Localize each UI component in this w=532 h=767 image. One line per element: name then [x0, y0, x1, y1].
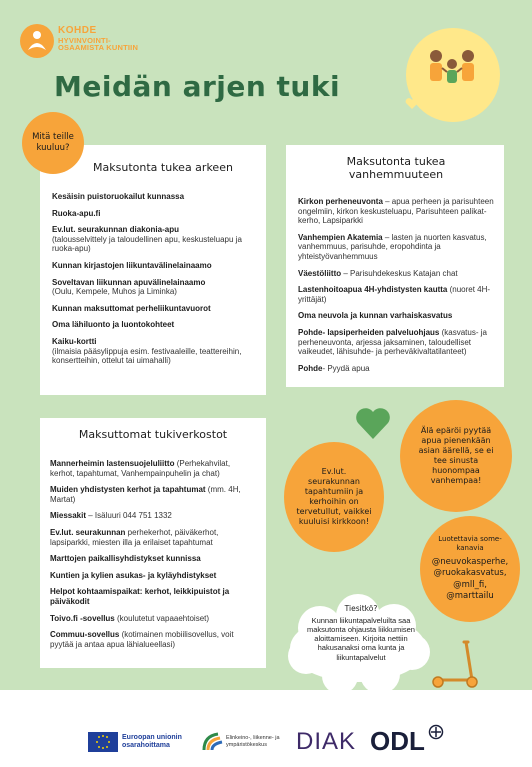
card2-item: [298, 328, 494, 357]
cloud-label: Tiesitkö?: [344, 604, 378, 613]
card2-item-name: Kirkon perheneuvonta: [298, 197, 383, 206]
scooter-icon: [428, 636, 480, 690]
card1-item-detail: (Oulu, Kempele, Muhos ja Liminka): [52, 287, 177, 297]
kohde-logo-text: [58, 26, 138, 52]
card3-item: [50, 528, 256, 547]
card1-item-detail: (ilmaisia pääsylippuja esim. festivaaleille, teattereihin, konsertteihin, ottelut tai uimahalli): [52, 346, 242, 366]
ely-logo-icon: [200, 730, 224, 754]
card3-item-detail: (koulutetut vapaaehtoiset): [114, 613, 210, 623]
card1-item: [52, 261, 256, 271]
card3-item-name: Commuu-sovellus: [50, 630, 120, 640]
card2-item: [298, 233, 494, 262]
card3-item-name: Marttojen paikallisyhdistykset kunnissa: [50, 554, 201, 564]
card-free-support-networks: [40, 418, 266, 668]
card2-item: [298, 364, 494, 374]
family-illustration: [406, 28, 500, 122]
eu-line2: osarahoittama: [122, 742, 170, 750]
question-text: Mitä teille kuuluu?: [32, 132, 74, 153]
card2-item: [298, 285, 494, 304]
card3-item: [50, 511, 256, 521]
page-title: Meidän arjen tuki: [54, 70, 341, 103]
logo-line1: KOHDE: [58, 25, 97, 36]
ely-text: [226, 735, 280, 748]
card3-item-detail: – Isäluuri 044 751 1332: [86, 511, 172, 521]
card3-item: [50, 587, 256, 606]
card3-item: [50, 571, 256, 581]
card-free-everyday-support: [40, 145, 266, 395]
card3-item-name: Miessakit: [50, 511, 87, 521]
card1-item-name: Kesäisin puistoruokailut kunnassa: [52, 192, 185, 201]
card2-heading: Maksutonta tukea vanhemmuuteen: [346, 155, 446, 181]
card1-item-name: Soveltavan liikunnan apuvälinelainaamo: [52, 277, 206, 287]
card1-item: [52, 337, 256, 366]
diak-logo: DIAK: [296, 728, 357, 755]
card1-item: [52, 304, 256, 314]
card3-item-detail: (Perhekahvilat, kerhot, tapahtumat, Vanhempainpuhelin ja chat): [50, 459, 231, 478]
question-bubble: [22, 112, 84, 174]
card2-item: [298, 311, 494, 321]
card3-item-name: Muiden yhdistysten kerhot ja tapahtumat: [50, 485, 206, 495]
card1-item: [52, 278, 256, 297]
card3-item-detail: perhekerhot, päiväkerhot, lapsiparkki, miesten illa ja erilaiset tapahtumat: [50, 527, 219, 547]
card3-item: [50, 630, 256, 649]
card3-item: [50, 459, 256, 478]
social-handle: @mll_fi,: [453, 579, 487, 590]
card2-item-detail: – Parisuhdekeskus Katajan chat: [341, 268, 458, 278]
card1-item-name: Oma lähiluonto ja luontokohteet: [52, 320, 175, 330]
eu-text: [122, 734, 182, 750]
card3-item-name: Ev.lut. seurakunnan: [50, 527, 126, 537]
card1-item: [52, 320, 256, 330]
help-bubble: [400, 400, 512, 512]
eu-line1: Euroopan unionin: [122, 734, 182, 741]
card3-item: [50, 485, 256, 504]
card2-item-name: Oma neuvola ja kunnan varhaiskasvatus: [298, 311, 453, 321]
help-bubble-text: Älä epäröi pyytää apua pienenkään asian äärellä, se ei tee sinusta huonompaa vanhempaa!: [418, 426, 494, 485]
card2-item-detail: (kasvatus- ja perheneuvonta, arjessa jaksaminen, taloudelliset vaikeudet, lähisuhde- ja perheväkivaltatilanteet): [298, 327, 487, 357]
card3-heading: Maksuttomat tukiverkostot: [78, 428, 228, 441]
social-handle: @ruokakasvatus,: [433, 568, 507, 579]
card1-item-name: Kunnan kirjastojen liikuntavälinelainaamo: [52, 260, 212, 270]
ely-line2: ympäristökeskus: [226, 741, 267, 748]
kohde-logo-icon: [20, 24, 54, 58]
card1-item: [52, 192, 256, 202]
card3-item: [50, 614, 256, 624]
heart-icon: [418, 88, 428, 97]
card1-heading: Maksutonta tukea arkeen: [93, 161, 233, 174]
card1-item-name: Kunnan maksuttomat perheliikuntavuorot: [52, 303, 211, 313]
card2-item-detail: – apua perheen ja parisuhteen ongelmiin, kirkon keskusteluapu, Parisuhteen palikat-kerho, Lapsiparkki: [298, 197, 494, 226]
card3-item-detail: (mm. 4H, Martat): [50, 485, 241, 504]
card2-item-name: Pohde- lapsiperheiden palveluohjaus: [298, 327, 440, 337]
card1-item-name: Ruoka-apu.fi: [52, 208, 101, 218]
logo-line2: HYVINVOINTI-: [58, 35, 111, 45]
card1-item: [52, 209, 256, 219]
ely-line1: Elinkeino-, liikenne- ja: [226, 735, 280, 741]
cloud-content: [296, 604, 426, 662]
eu-flag-icon: [88, 732, 118, 752]
card3-item-name: Kuntien ja kylien asukas- ja kyläyhdistykset: [50, 570, 217, 580]
card2-item: [298, 197, 494, 226]
card2-item-name: Pohde: [298, 363, 323, 373]
card2-item-detail: - Pyydä apua: [322, 363, 370, 373]
heart-icon: [405, 98, 419, 110]
card2-item-detail: – lasten ja nuorten kasvatus, vanhemmuus, parisuhde, eropohdinta ja yhteistyövanhemmuus: [298, 232, 487, 261]
footer: [0, 690, 532, 767]
card2-item-name: Vanhempien Akatemia: [298, 232, 383, 242]
card3-item-name: Mannerheimin lastensuojeluliitto: [50, 459, 175, 468]
card3-item-detail: (kotimainen mobiilisovellus, voit pyytää ja antaa apua lähialueellasi): [50, 630, 234, 649]
social-handle: @marttailu: [446, 591, 494, 602]
card2-item-name: Väestöliitto: [298, 268, 342, 278]
logo-line3: OSAAMISTA KUNTIIN: [58, 43, 139, 53]
church-bubble-text: Ev.lut. seurakunnan tapahtumiin ja kerhoihin on tervetullut, vaikkei kuuluisi kirkkoon!: [296, 467, 372, 526]
card2-item-detail: (nuoret 4H-yrittäjät): [298, 285, 491, 304]
card1-item-detail: (talousselvittely ja taloudellinen apu, keskusteluapu ja ruoka-apu): [52, 234, 242, 254]
card-free-parenting-support: [286, 145, 504, 387]
card1-item-name: Ev.lut. seurakunnan diakonia-apu: [52, 225, 179, 235]
card1-item: [52, 225, 256, 254]
social-handle: @neuvokasperhe,: [431, 556, 509, 567]
odl-logo: ODL: [370, 726, 425, 756]
green-heart-icon: [355, 406, 391, 440]
card2-item-name: Lastenhoitoapua 4H-yhdistysten kautta: [298, 285, 448, 295]
card3-item-name: Toivo.fi -sovellus: [50, 613, 115, 623]
church-bubble: [284, 442, 384, 552]
card3-item-name: Helpot kohtaamispaikat: kerhot, leikkipuistot ja päiväkodit: [50, 587, 230, 606]
card3-item: [50, 554, 256, 564]
card2-item: [298, 269, 494, 279]
card1-item-name: Kaiku-kortti: [52, 336, 97, 346]
odl-plus-icon: [428, 724, 444, 740]
social-heading: Luotettavia some-kanavia: [438, 535, 502, 553]
cloud-text: Kunnan liikuntapalveluilta saa maksutonta ohjausta liikkumisen aloittamiseen. Kirjoita nettiin hakusanaksi oma kunta ja liikuntapalvelut: [307, 616, 415, 662]
